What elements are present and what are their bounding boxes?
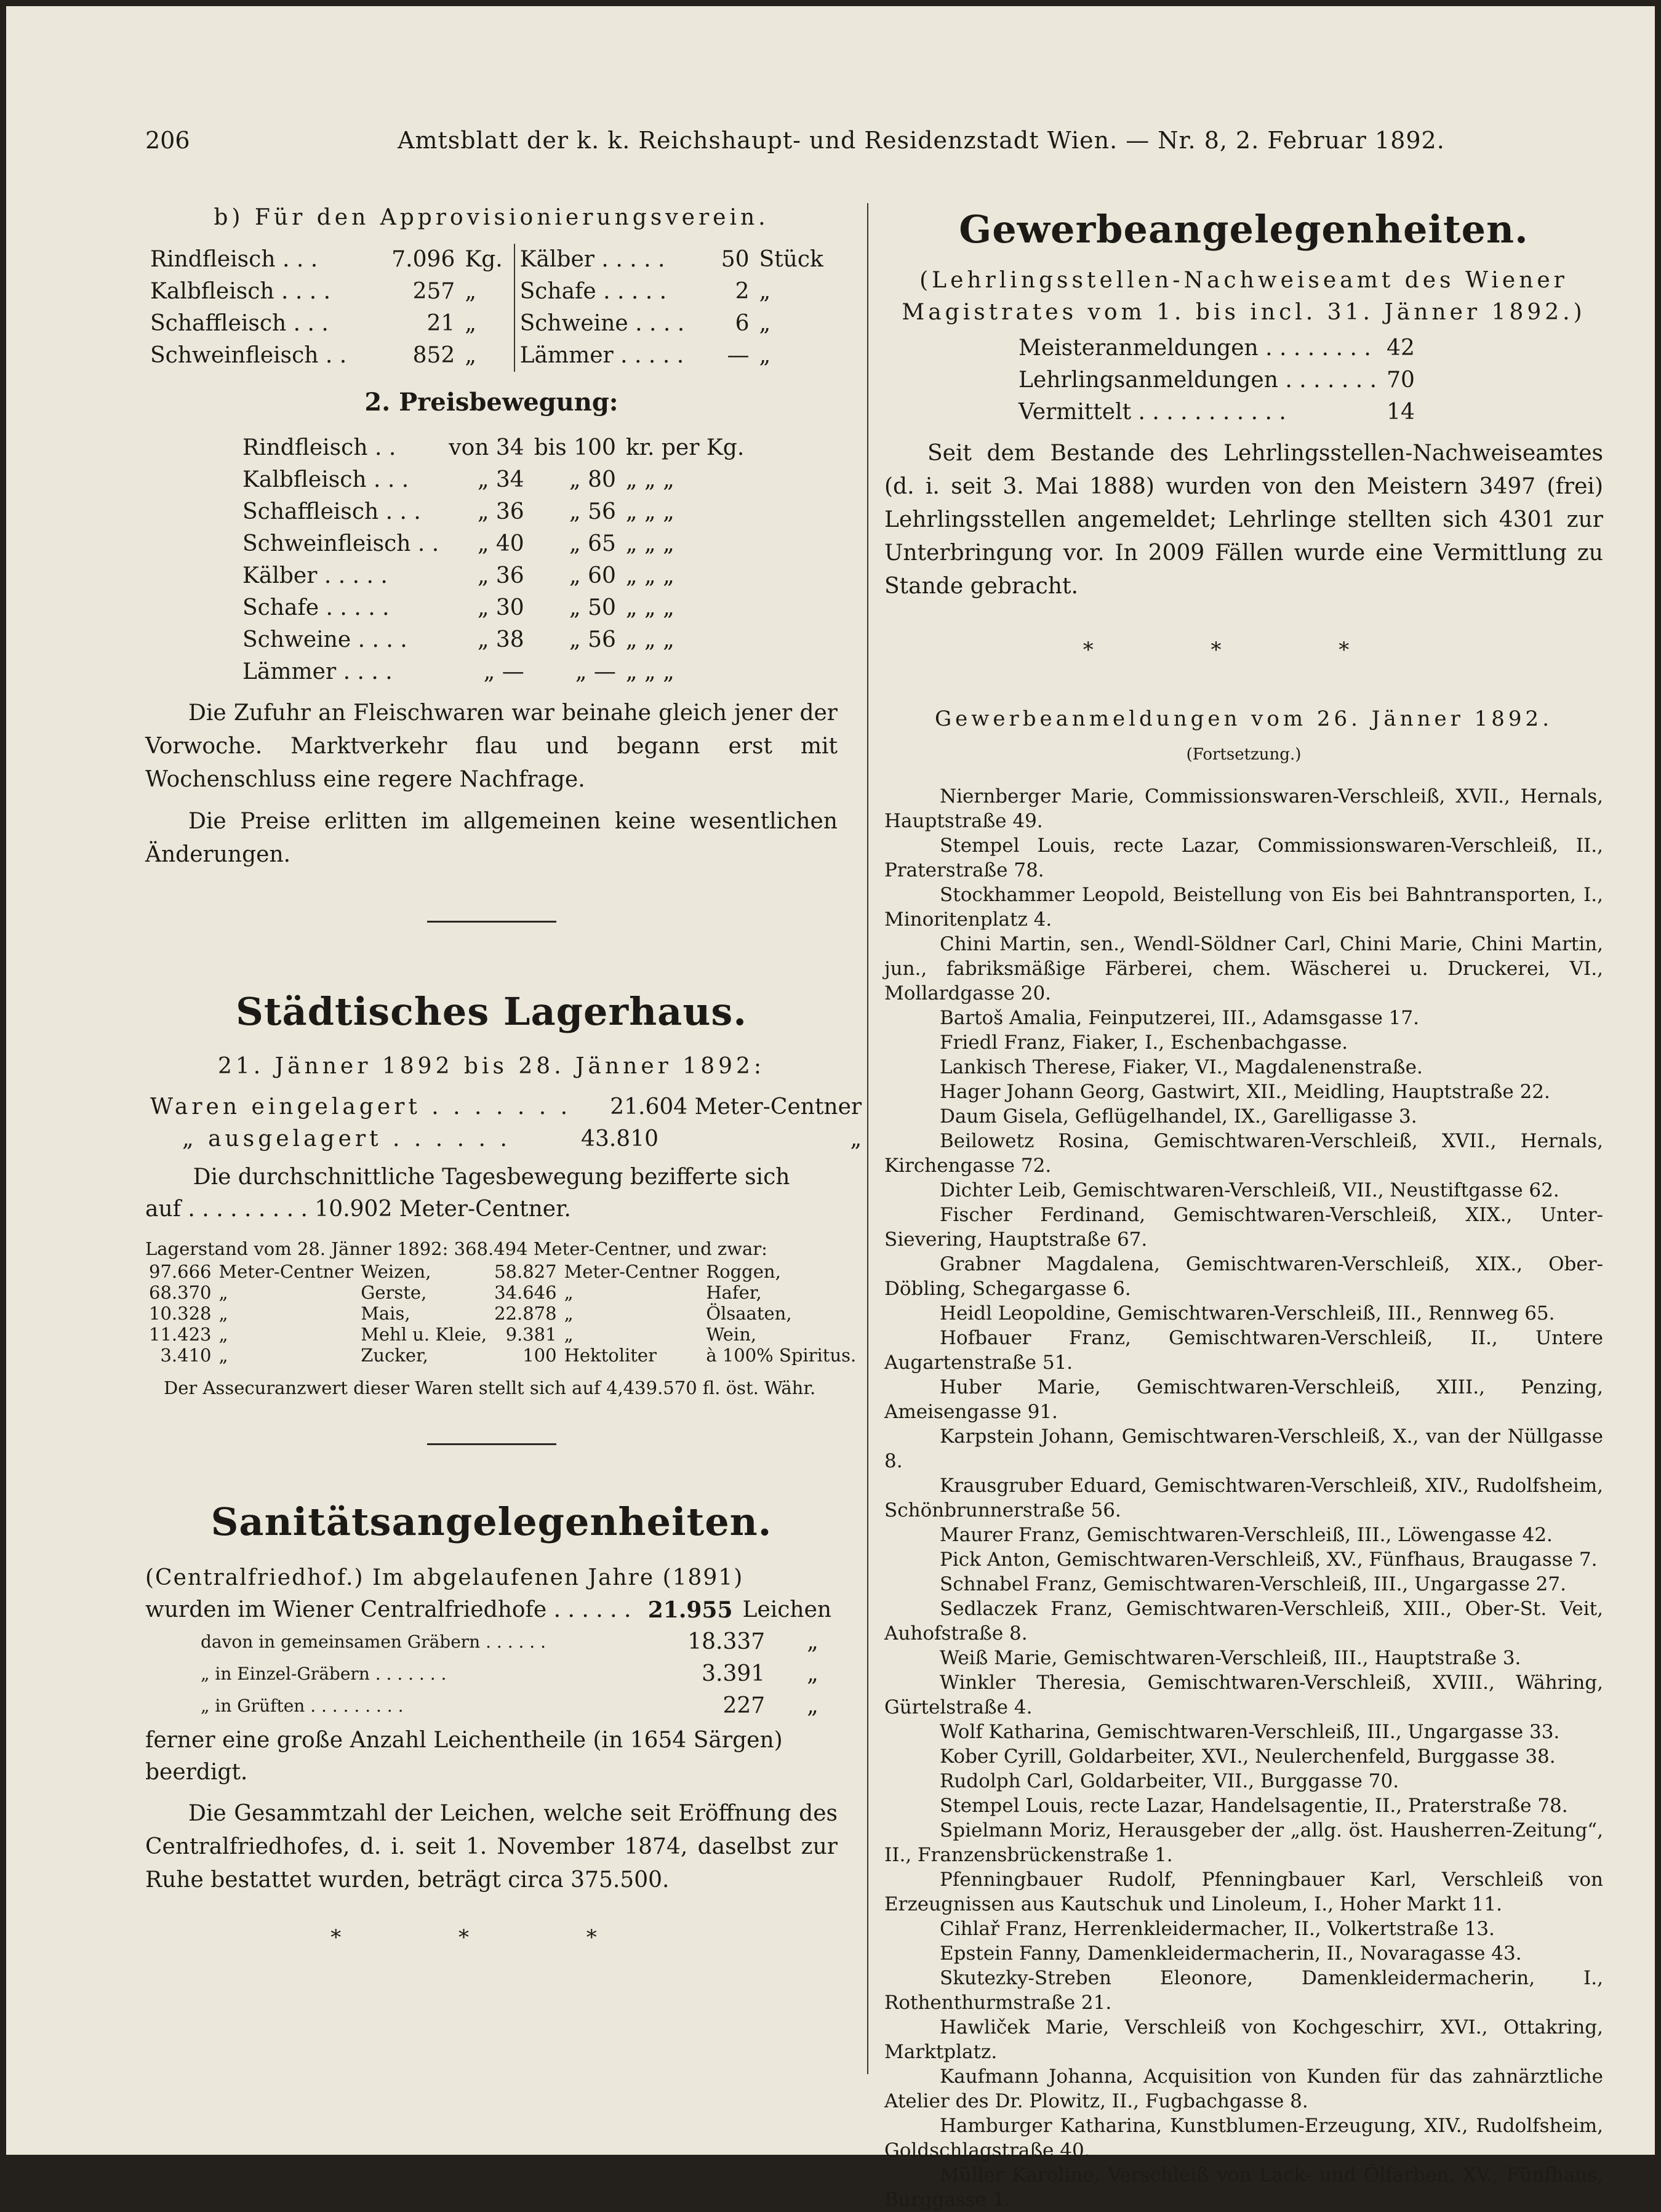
preis-name: Schaffleisch . . . <box>242 499 421 524</box>
anmeldung-entry: Chini Martin, sen., Wendl-Söldner Carl, Chini Marie, Chini Martin, jun., fabriksmäßige Färberei, chem. Wäscherei u. Druckerei, VI., Mollardgasse 20. <box>884 933 1603 1004</box>
lager-cell: „ <box>564 1324 574 1345</box>
anmeldung-entry: Hager Johann Georg, Gastwirt, XII., Meidling, Hauptstraße 22. <box>940 1081 1550 1103</box>
preis-name: Rindfleisch . . <box>242 435 396 460</box>
approv-left-value: 257 <box>412 279 455 304</box>
anmeldung-entry: Kaufmann Johanna, Acquisition von Kunden für das zahnärztliche Atelier des Dr. Plowitz, II., Fugbachgasse 8. <box>884 2066 1603 2112</box>
preis-bis: „ 60 <box>569 563 616 588</box>
sanit-row <box>145 1690 838 1722</box>
preis-row <box>238 656 749 688</box>
lager-cell: 34.646 <box>494 1282 557 1303</box>
gewerbe-stat-value: 70 <box>1387 367 1415 393</box>
preis-von: „ 36 <box>477 499 524 524</box>
preis-von: „ 36 <box>477 563 524 588</box>
sanit-breakdown <box>145 1626 838 1722</box>
left-column <box>145 202 862 1978</box>
lager-cell: Meter-Centner <box>564 1261 699 1282</box>
assecuranz-line: Der Assecuranzwert dieser Waren stellt sich auf 4,439.570 fl. öst. Währ. <box>164 1377 816 1398</box>
lager-cell: 58.827 <box>494 1261 557 1282</box>
sanit-row-label: davon in gemeinsamen Gräbern . . . . . . <box>201 1632 546 1652</box>
lager-table <box>145 1261 860 1366</box>
anmeldung-entry: Maurer Franz, Gemischtwaren-Verschleiß, III., Löwengasse 42. <box>940 1524 1553 1546</box>
preis-unit: „ „ „ <box>625 467 674 492</box>
approv-left-value: 7.096 <box>391 247 455 272</box>
sanit-row-value: 3.391 <box>702 1661 766 1686</box>
sanit-line-2-label: wurden im Wiener Centralfriedhofe . . . . . . <box>145 1597 631 1622</box>
lager-summary <box>145 1091 867 1155</box>
anmeldung-entry: Kober Cyrill, Goldarbeiter, XVI., Neulerchenfeld, Burggasse 38. <box>940 1745 1556 1768</box>
ausgelagert-value-cell <box>576 1123 867 1155</box>
approv-right-name: Kälber . . . . . <box>514 244 711 276</box>
tages-line-2: auf . . . . . . . . . 10.902 Meter-Centner. <box>145 1196 571 1222</box>
anmeldung-entry: Wolf Katharina, Gemischtwaren-Verschleiß, III., Ungargasse 33. <box>940 1721 1560 1743</box>
ausgelagert-label: „ ausgelagert . . . . . . <box>182 1126 511 1152</box>
preis-von: „ 30 <box>477 595 524 620</box>
sanit-paragraph: Die Gesammtzahl der Leichen, welche seit Eröffnung des Centralfriedhofes, d. i. seit 1. November 1874, daselbst zur Ruhe bestattet wurden, beträgt circa 375.500. <box>145 1801 838 1893</box>
preis-heading: 2. Preisbewegung: <box>364 388 618 417</box>
preis-row <box>238 560 749 592</box>
preis-unit: „ „ „ <box>625 627 674 652</box>
preis-row <box>238 592 749 624</box>
gewerbe-stat-label: Lehrlingsanmeldungen . . . . . . . <box>1019 367 1377 393</box>
preis-von: „ 40 <box>477 531 524 556</box>
anmeldung-entry: Daum Gisela, Geflügelhandel, IX., Garelligasse 3. <box>940 1105 1417 1128</box>
anmeldung-entry: Stempel Louis, recte Lazar, Commissionswaren-Verschleiß, II., Praterstraße 78. <box>884 835 1603 881</box>
approv-right-unit: Stück <box>759 247 823 272</box>
approv-row <box>145 340 838 372</box>
eingelagert-label: Waren eingelagert . . . . . . . <box>150 1094 572 1120</box>
preis-unit: „ „ „ <box>625 499 674 524</box>
approv-right-name: Schafe . . . . . <box>514 276 711 308</box>
lager-cell: Roggen, <box>706 1261 781 1282</box>
lager-cell: „ <box>218 1282 228 1303</box>
anmeldung-entry: Epstein Fanny, Damenkleidermacherin, II., Novaragasse 43. <box>940 1942 1522 1965</box>
anmeldung-entry: Stockhammer Leopold, Beistellung von Eis bei Bahntransporten, I., Minoritenplatz 4. <box>884 884 1603 931</box>
lager-cell: Gerste, <box>361 1282 427 1303</box>
approv-right-value: — <box>727 343 750 368</box>
sanit-stars: * * * <box>330 1925 652 1950</box>
anmeldung-entry: Fischer Ferdinand, Gemischtwaren-Verschleiß, XIX., Unter-Sievering, Hauptstraße 67. <box>884 1204 1603 1251</box>
approv-left-unit: „ <box>465 311 476 336</box>
lager-cell: Meter-Centner <box>218 1261 354 1282</box>
approv-left-name: Rindfleisch . . . <box>150 247 318 272</box>
preis-bis: „ 56 <box>569 499 616 524</box>
lager-cell: 22.878 <box>494 1303 557 1324</box>
lager-cell: 11.423 <box>149 1324 212 1345</box>
lager-row <box>145 1282 860 1303</box>
newspaper-page <box>6 6 1655 2211</box>
gewerbe-stats <box>1014 332 1420 428</box>
sanit-row-value: 18.337 <box>687 1629 766 1654</box>
anmeldung-entry: Friedl Franz, Fiaker, I., Eschenbachgasse. <box>940 1032 1348 1054</box>
approv-table <box>145 244 838 372</box>
anmeldung-entry: Grabner Magdalena, Gemischtwaren-Verschleiß, XIX., Ober-Döbling, Schegargasse 6. <box>884 1253 1603 1300</box>
lager-cell: Hektoliter <box>564 1345 657 1366</box>
preis-row <box>238 528 749 560</box>
fortsetzung-label: (Fortsetzung.) <box>1186 745 1302 764</box>
approv-left-unit: „ <box>465 343 476 368</box>
sanit-total-value: 21.955 <box>647 1597 733 1623</box>
approv-left-name: Kalbfleisch . . . . <box>150 279 331 304</box>
gewerbe-stat-value: 14 <box>1387 399 1415 425</box>
approv-heading: b) Für den Approvisionierungsverein. <box>214 205 769 230</box>
anmeldung-entry: Krausgruber Eduard, Gemischtwaren-Verschleiß, XIV., Rudolfsheim, Schönbrunnerstraße 56. <box>884 1475 1603 1521</box>
sanit-row <box>145 1626 838 1658</box>
preis-row <box>238 624 749 656</box>
anmeldung-entry: Lankisch Therese, Fiaker, VI., Magdalenenstraße. <box>940 1056 1423 1078</box>
anmeldung-entry: Bartoš Amalia, Feinputzerei, III., Adamsgasse 17. <box>940 1007 1419 1029</box>
lager-cell: 68.370 <box>149 1282 212 1303</box>
approv-left-value: 852 <box>412 343 455 368</box>
preis-name: Kälber . . . . . <box>242 563 388 588</box>
anmeldung-entry: Heidl Leopoldine, Gemischtwaren-Verschleiß, III., Rennweg 65. <box>940 1302 1555 1324</box>
approv-right-value: 6 <box>735 311 750 336</box>
preis-unit: „ „ „ <box>625 563 674 588</box>
lager-cell: 97.666 <box>149 1261 212 1282</box>
sanit-row-label: „ in Grüften . . . . . . . . . <box>201 1696 404 1716</box>
right-column <box>884 202 1603 2212</box>
preis-unit: „ „ „ <box>625 531 674 556</box>
sanit-heading: Sanitätsangelegenheiten. <box>210 1499 772 1544</box>
sanit-row-label: „ in Einzel-Gräbern . . . . . . . <box>201 1664 447 1684</box>
anmeldung-entry: Dichter Leib, Gemischtwaren-Verschleiß, VII., Neustiftgasse 62. <box>940 1179 1559 1201</box>
preis-bis: „ 80 <box>569 467 616 492</box>
preis-unit: kr. per Kg. <box>625 435 745 460</box>
preis-von: „ 38 <box>477 627 524 652</box>
anmeldung-entry: Schnabel Franz, Gemischtwaren-Verschleiß, III., Ungargasse 27. <box>940 1573 1566 1595</box>
anmeldung-entry: Cihlař Franz, Herrenkleidermacher, II., Volkertstraße 13. <box>940 1918 1495 1940</box>
anmeldung-entry: Rudolph Carl, Goldarbeiter, VII., Burggasse 70. <box>940 1770 1399 1792</box>
preis-bis: „ — <box>575 659 616 684</box>
approv-right-unit: „ <box>759 279 771 304</box>
lager-cell: „ <box>218 1303 228 1324</box>
anmeldung-entry: Müller Karoline, Verschleiß von Lack- und Ölfarben, XV., Fünfhaus, Burggasse 1. <box>884 2164 1603 2211</box>
page-number: 206 <box>145 127 190 154</box>
anmeldung-entry: Pick Anton, Gemischtwaren-Verschleiß, XV., Fünfhaus, Braugasse 7. <box>940 1549 1598 1571</box>
preis-unit: „ „ „ <box>625 595 674 620</box>
anmeldung-entry: Stempel Louis, recte Lazar, Handelsagentie, II., Praterstraße 78. <box>940 1795 1568 1817</box>
gewerbe-stat-row <box>1014 396 1420 428</box>
preis-paragraph-2: Die Preise erlitten im allgemeinen keine wesentlichen Änderungen. <box>145 809 838 867</box>
lager-row <box>145 1324 860 1345</box>
approv-left-name: Schaffleisch . . . <box>150 311 329 336</box>
anmeldung-entry: Sedlaczek Franz, Gemischtwaren-Verschleiß, XIII., Ober-St. Veit, Auhofstraße 8. <box>884 1598 1603 1645</box>
preis-name: Schweinfleisch . . <box>242 531 439 556</box>
section-rule-2 <box>427 1443 556 1445</box>
anmeldung-entry: Skutezky-Streben Eleonore, Damenkleidermacherin, I., Rothenthurmstraße 21. <box>884 1967 1603 2014</box>
preis-name: Lämmer . . . . <box>242 659 393 684</box>
preis-unit: „ „ „ <box>625 659 674 684</box>
anmeldung-entry: Weiß Marie, Gemischtwaren-Verschleiß, III., Hauptstraße 3. <box>940 1647 1521 1669</box>
lager-cell: Wein, <box>706 1324 757 1345</box>
anmeldung-entry: Pfenningbauer Rudolf, Pfenningbauer Karl, Verschleiß von Erzeugnissen aus Kautschuk und Linoleum, I., Hoher Markt 11. <box>884 1869 1603 1915</box>
gewerbe-heading: Gewerbeangelegenheiten. <box>959 207 1529 252</box>
lager-cell: Zucker, <box>361 1345 428 1366</box>
sanit-row-unit: „ <box>807 1629 818 1654</box>
lager-cell: à 100% Spiritus. <box>706 1345 857 1366</box>
ausgelagert-value: 43.810 <box>581 1126 659 1152</box>
anmeldungen-heading: Gewerbeanmeldungen vom 26. Jänner 1892. <box>934 707 1553 731</box>
anmeldung-entry: Hamburger Katharina, Kunstblumen-Erzeugung, XIV., Rudolfsheim, Goldschlagstraße 40. <box>884 2115 1603 2162</box>
preis-row <box>238 496 749 528</box>
gewerbe-stat-label: Vermittelt . . . . . . . . . . . <box>1019 399 1286 425</box>
anmeldung-entry: Hawliček Marie, Verschleiß von Kochgeschirr, XVI., Ottakring, Marktplatz. <box>884 2016 1603 2063</box>
gewerbe-stat-label: Meisteranmeldungen . . . . . . . . <box>1019 335 1371 361</box>
approv-left-value: 21 <box>426 311 455 336</box>
anmeldung-entry: Huber Marie, Gemischtwaren-Verschleiß, XIII., Penzing, Ameisengasse 91. <box>884 1376 1603 1423</box>
preis-row <box>238 432 749 464</box>
preis-row <box>238 464 749 496</box>
gewerbe-stat-value: 42 <box>1387 335 1415 361</box>
gewerbe-paragraph: Seit dem Bestande des Lehrlingsstellen-Nachweiseamtes (d. i. seit 3. Mai 1888) wurden von den Meistern 3497 (frei) Lehrlingsstellen angemeldet; Lehrlinge stellten sich 4301 zur Unterbringung vor. In 2009 Fällen wurde eine Vermittlung zu Stande gebracht. <box>884 441 1603 599</box>
anmeldung-entry: Beilowetz Rosina, Gemischtwaren-Verschleiß, XVII., Hernals, Kirchengasse 72. <box>884 1130 1603 1177</box>
preis-bis: „ 65 <box>569 531 616 556</box>
eingelagert-value: 21.604 Meter-Centner <box>610 1094 862 1120</box>
approv-right-unit: „ <box>759 311 771 336</box>
lager-dates: 21. Jänner 1892 bis 28. Jänner 1892: <box>217 1054 766 1079</box>
sanit-row-unit: „ <box>807 1693 818 1718</box>
sanit-ferner: ferner eine große Anzahl Leichentheile (in 1654 Särgen) beerdigt. <box>145 1728 783 1785</box>
preis-von: „ — <box>483 659 524 684</box>
gewerbe-subheading: (Lehrlingsstellen-Nachweiseamt des Wiener Magistrates vom 1. bis incl. 31. Jänner 1892.) <box>902 268 1586 325</box>
preis-table <box>238 432 749 688</box>
lager-row <box>145 1303 860 1324</box>
lager-row <box>145 1345 860 1366</box>
gewerbe-stars: * * * <box>1083 638 1405 662</box>
lager-cell: Mais, <box>361 1303 410 1324</box>
lager-cell: Ölsaaten, <box>706 1303 792 1324</box>
preis-bis: „ 50 <box>569 595 616 620</box>
page-header <box>145 127 1555 164</box>
preis-name: Kalbfleisch . . . <box>242 467 409 492</box>
lager-cell: „ <box>564 1282 574 1303</box>
approv-right-name: Schweine . . . . <box>514 308 711 340</box>
anmeldung-entry: Hofbauer Franz, Gemischtwaren-Verschleiß, II., Untere Augartenstraße 51. <box>884 1327 1603 1374</box>
approv-row <box>145 276 838 308</box>
lager-cell: 100 <box>522 1345 557 1366</box>
running-title: Amtsblatt der k. k. Reichshaupt- und Residenzstadt Wien. — Nr. 8, 2. Februar 1892. <box>398 127 1445 154</box>
gewerbe-stat-row <box>1014 332 1420 364</box>
sanit-row-value: 227 <box>722 1693 766 1718</box>
lager-cell: 10.328 <box>149 1303 212 1324</box>
anmeldung-entry: Niernberger Marie, Commissionswaren-Verschleiß, XVII., Hernals, Hauptstraße 49. <box>884 785 1603 832</box>
lager-cell: „ <box>218 1324 228 1345</box>
approv-right-name: Lämmer . . . . . <box>514 340 711 372</box>
approv-row <box>145 244 838 276</box>
sanit-row-unit: „ <box>807 1661 818 1686</box>
ausgelagert-unit: „ <box>850 1126 862 1152</box>
sanit-row <box>145 1658 838 1690</box>
anmeldung-entry: Winkler Theresia, Gemischtwaren-Verschleiß, XVIII., Währing, Gürtelstraße 4. <box>884 1672 1603 1718</box>
sanit-total <box>145 1594 838 1626</box>
gewerbe-stat-row <box>1014 364 1420 396</box>
anmeldungen-list <box>884 784 1603 2212</box>
lager-row <box>145 1261 860 1282</box>
preis-bis: „ 56 <box>569 627 616 652</box>
lager-cell: Weizen, <box>361 1261 431 1282</box>
lager-cell: Hafer, <box>706 1282 762 1303</box>
tages-line-1: Die durchschnittliche Tagesbewegung bezifferte sich <box>193 1164 790 1190</box>
column-divider <box>867 203 868 2074</box>
lager-cell: „ <box>564 1303 574 1324</box>
lager-heading: Städtisches Lagerhaus. <box>236 989 747 1034</box>
approv-left-name: Schweinfleisch . . <box>150 343 347 368</box>
approv-right-value: 50 <box>721 247 750 272</box>
sanit-total-unit: Leichen <box>742 1597 832 1622</box>
preis-name: Schweine . . . . <box>242 627 407 652</box>
lager-cell: Mehl u. Kleie, <box>361 1324 487 1345</box>
anmeldung-entry: Karpstein Johann, Gemischtwaren-Verschleiß, X., van der Nüllgasse 8. <box>884 1425 1603 1472</box>
preis-paragraph-1: Die Zufuhr an Fleischwaren war beinahe gleich jener der Vorwoche. Marktverkehr flau und begann erst mit Wochenschluss eine regere Nachfrage. <box>145 700 838 792</box>
lagerstand-line: Lagerstand vom 28. Jänner 1892: 368.494 Meter-Centner, und zwar: <box>145 1238 767 1259</box>
preis-name: Schafe . . . . . <box>242 595 390 620</box>
preis-bis: bis 100 <box>534 435 616 460</box>
preis-von: „ 34 <box>477 467 524 492</box>
lager-cell: 3.410 <box>160 1345 212 1366</box>
section-rule <box>427 921 556 923</box>
approv-right-unit: „ <box>759 343 771 368</box>
sanit-line-1: (Centralfriedhof.) Im abgelaufenen Jahre (1891) <box>145 1565 744 1590</box>
lager-cell: 9.381 <box>505 1324 557 1345</box>
approv-right-value: 2 <box>735 279 750 304</box>
approv-left-unit: Kg. <box>465 247 503 272</box>
preis-von: von 34 <box>449 435 524 460</box>
lager-cell: „ <box>218 1345 228 1366</box>
approv-left-unit: „ <box>465 279 476 304</box>
anmeldung-entry: Spielmann Moriz, Herausgeber der „allg. öst. Hausherren-Zeitung“, II., Franzensbrückenstraße 1. <box>884 1819 1603 1866</box>
approv-row <box>145 308 838 340</box>
